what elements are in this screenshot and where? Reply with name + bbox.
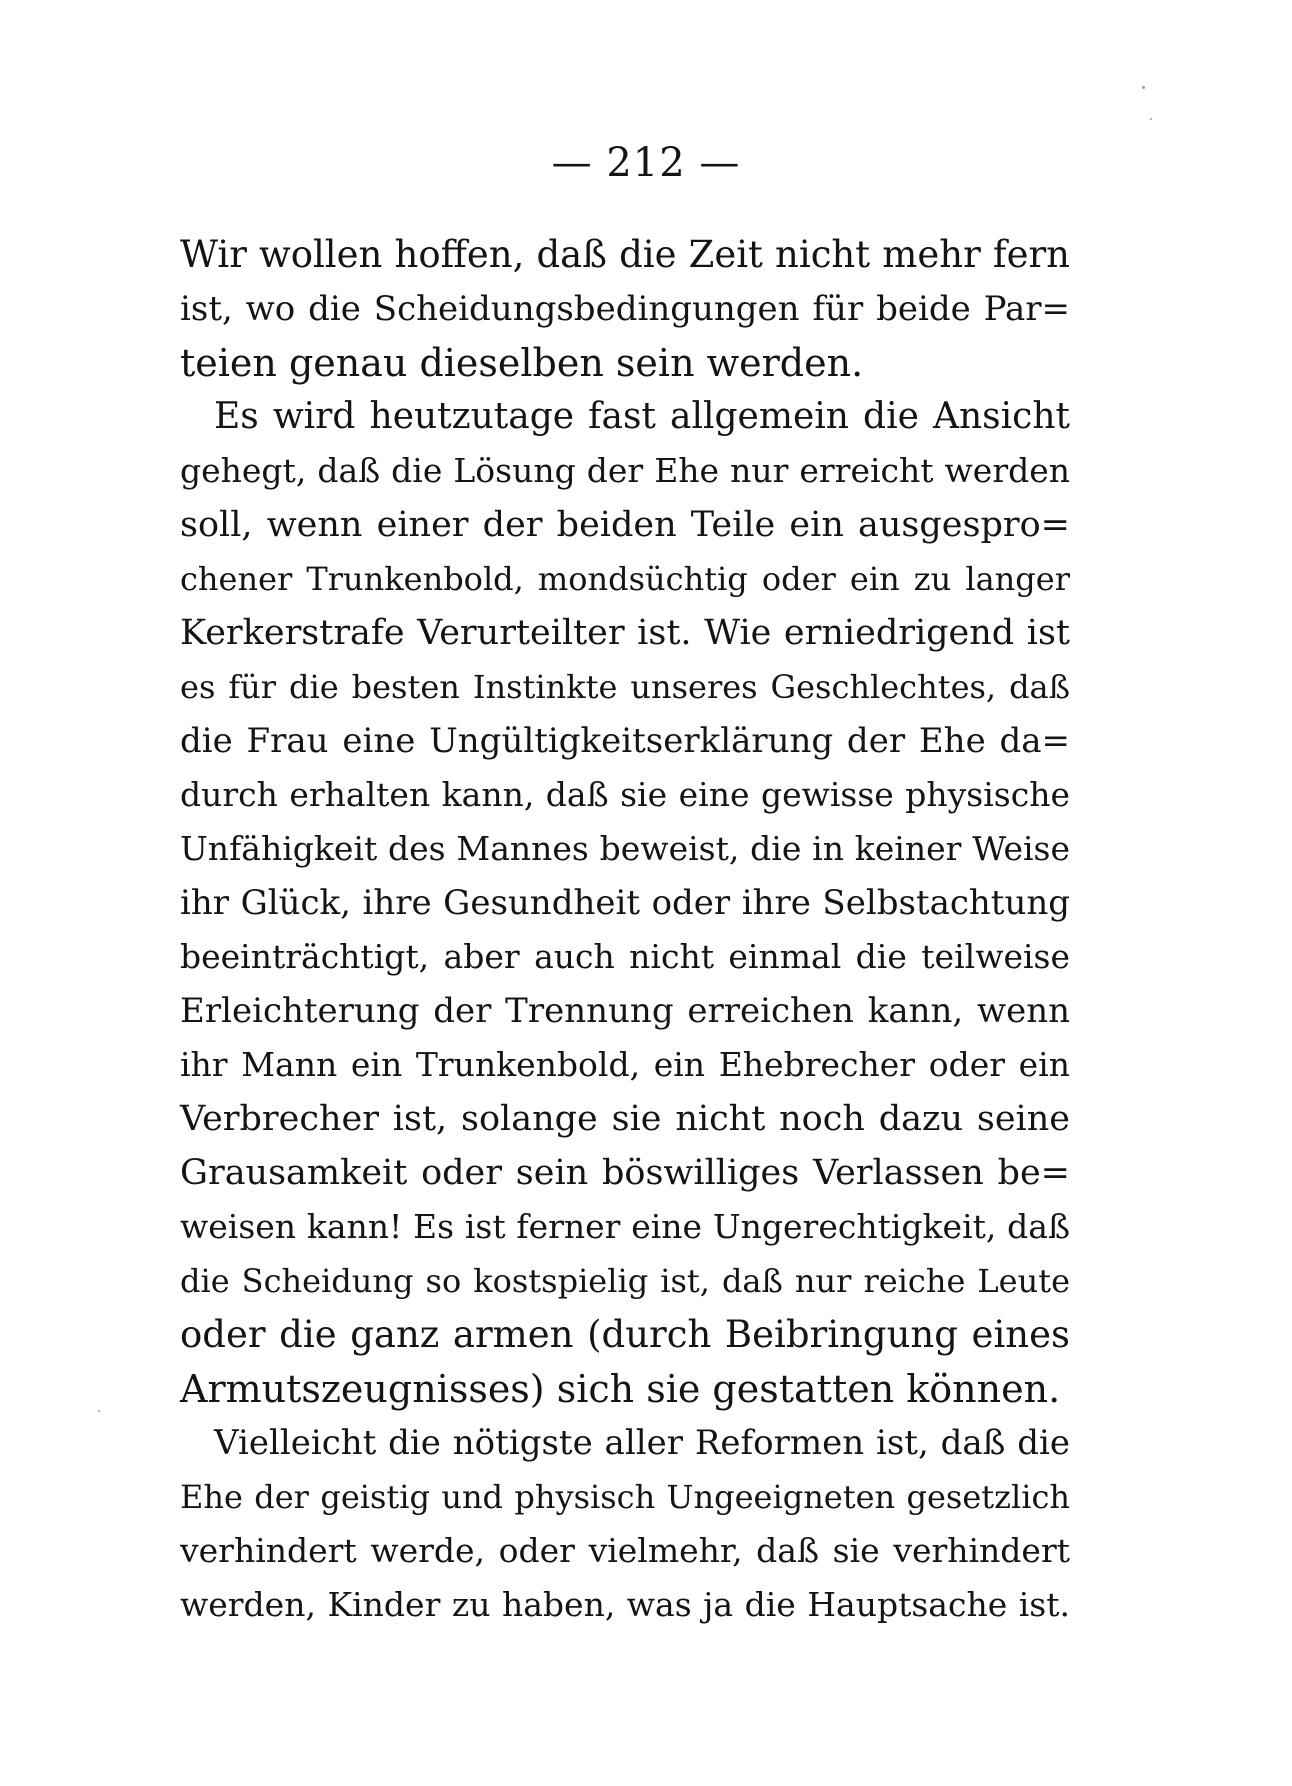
text-line: beeinträchtigt, aber auch nicht einmal die teilweise <box>180 937 1070 976</box>
text-line: chener Trunkenbold, mondsüchtig oder ein zu langer <box>180 560 1070 598</box>
page-number: — 212 — <box>551 140 741 186</box>
text-line: soll, wenn einer der beiden Teile ein ausgespro= <box>180 505 1070 545</box>
text-line: weisen kann! Es ist ferner eine Ungerechtigkeit, daß <box>180 1207 1070 1246</box>
body-text <box>180 228 1070 1632</box>
text-line: Unfähigkeit des Mannes beweist, die in keiner Weise <box>180 829 1070 868</box>
paragraph-2 <box>180 390 1070 1416</box>
text-line: durch erhalten kann, daß sie eine gewisse physische <box>180 775 1070 814</box>
text-line: Wir wollen hoffen, daß die Zeit nicht mehr fern <box>180 233 1070 276</box>
text-line: Verbrecher ist, solange sie nicht noch dazu seine <box>180 1099 1070 1139</box>
paragraph-3 <box>180 1416 1070 1632</box>
text-line: ist, wo die Scheidungsbedingungen für beide Par= <box>180 289 1070 329</box>
text-line: ihr Glück, ihre Gesundheit oder ihre Selbstachtung <box>180 883 1070 923</box>
text-line: oder die ganz armen (durch Beibringung eines <box>180 1313 1070 1356</box>
scan-speck <box>1142 86 1145 89</box>
text-line: werden, Kinder zu haben, was ja die Hauptsache ist. <box>180 1585 1070 1624</box>
paragraph-1 <box>180 228 1070 390</box>
text-line: die Scheidung so kostspielig ist, daß nur reiche Leute <box>180 1262 1070 1300</box>
text-line: gehegt, daß die Lösung der Ehe nur erreicht werden <box>180 451 1070 490</box>
text-line: Ehe der geistig und physisch Ungeeigneten gesetzlich <box>180 1478 1070 1516</box>
text-line: ihr Mann ein Trunkenbold, ein Ehebrecher oder ein <box>180 1045 1070 1084</box>
text-line: Vielleicht die nötigste aller Reformen ist, daß die <box>214 1423 1070 1463</box>
text-line: die Frau eine Ungültigkeitserklärung der Ehe da= <box>180 721 1070 761</box>
text-line: Es wird heutzutage fast allgemein die Ansicht <box>214 396 1070 437</box>
scan-speck <box>1150 118 1152 120</box>
text-line: Armutszeugnisses) sich sie gestatten können. <box>180 1367 1061 1411</box>
text-line: Erleichterung der Trennung erreichen kann, wenn <box>180 991 1070 1031</box>
text-line: es für die besten Instinkte unseres Geschlechtes, daß <box>180 668 1070 706</box>
text-line: verhindert werde, oder vielmehr, daß sie verhindert <box>180 1531 1070 1570</box>
text-line: Kerkerstrafe Verurteilter ist. Wie erniedrigend ist <box>180 613 1070 653</box>
text-line: teien genau dieselben sein werden. <box>180 341 864 385</box>
text-line: Grausamkeit oder sein böswilliges Verlassen be= <box>180 1153 1070 1193</box>
scan-speck <box>98 1410 100 1412</box>
